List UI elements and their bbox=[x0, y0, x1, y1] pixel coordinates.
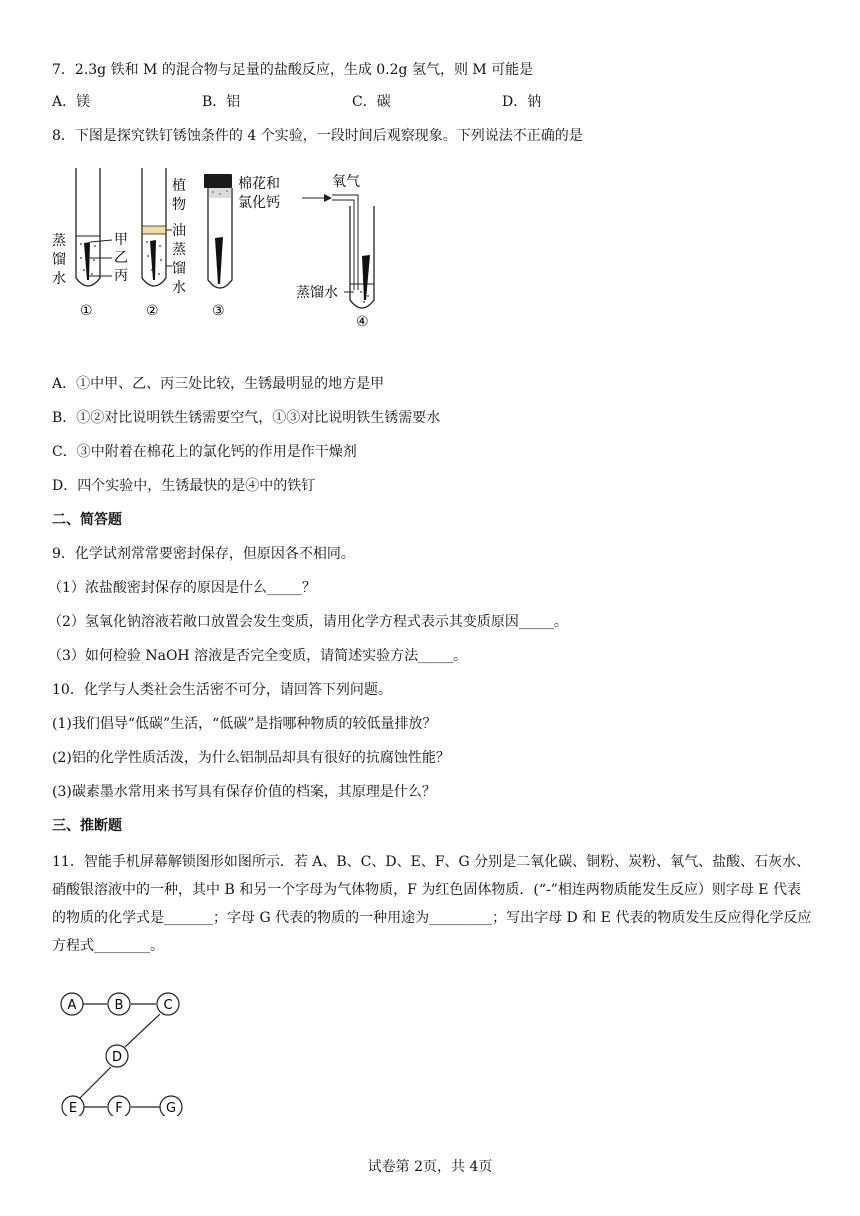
mark-bing: 丙 bbox=[114, 268, 128, 284]
node-f: F bbox=[115, 1101, 123, 1116]
iron-nail-1 bbox=[84, 242, 90, 280]
tube4-water-label: 蒸馏水 bbox=[296, 285, 338, 301]
tube2-label-3: 油 bbox=[172, 223, 186, 239]
q8-option-d: D．四个实验中，生锈最快的是④中的铁钉 bbox=[52, 478, 316, 494]
page-footer: 试卷第 2页，共 4页 bbox=[367, 1159, 493, 1175]
tube2-label-2: 物 bbox=[172, 197, 186, 213]
tube2-label-6: 水 bbox=[172, 280, 186, 296]
tube2-number: ② bbox=[146, 303, 159, 319]
q11-text: 11．智能手机屏幕解锁图形如图所示．若 A、B、C、D、E、F、G 分别是二氧化碳、铜粉、炭粉、氧气、盐酸、石灰水、硝酸银溶液中的一种，其中 B 和另一个字母为气体物质，F 为红色固体物质．(“-”相连两物质能发生反应）则字母 E 代表的物质的化学式是_______；字母 G 代表的物质的一种用途为_________；写出字母 D 和 E 代表的物质发生反应得化学反应方程式________。 bbox=[52, 854, 812, 954]
node-g: G bbox=[165, 1101, 177, 1116]
tube1-label-3: 水 bbox=[52, 271, 66, 287]
node-c: C bbox=[163, 998, 173, 1013]
q8-option-a: A．①中甲、乙、丙三处比较，生锈最明显的地方是甲 bbox=[52, 376, 385, 392]
test-tube-3 bbox=[204, 174, 280, 319]
tube3-label-2: 氯化钙 bbox=[238, 195, 280, 211]
oxygen-label: 氧气 bbox=[332, 174, 360, 190]
mark-jia: 甲 bbox=[114, 232, 128, 248]
section-2-heading: 二、简答题 bbox=[52, 512, 122, 528]
tube1-label-1: 蒸 bbox=[52, 233, 66, 249]
section-3-heading: 三、推断题 bbox=[52, 818, 122, 834]
q9-part-3: （3）如何检验 NaOH 溶液是否完全变质，请简述实验方法_____。 bbox=[48, 648, 468, 664]
q9-part-1: （1）浓盐酸密封保存的原因是什么_____？ bbox=[48, 580, 316, 596]
q10-stem: 10．化学与人类社会生活密不可分，请回答下列问题。 bbox=[52, 682, 392, 698]
test-tube-4 bbox=[296, 174, 374, 330]
rust-experiment-figure bbox=[48, 160, 388, 330]
q8-option-b: B．①②对比说明铁生锈需要空气，①③对比说明铁生锈需要水 bbox=[52, 410, 441, 426]
q9-part-2: （2）氢氧化钠溶液若敞口放置会发生变质，请用化学方程式表示其变质原因_____。 bbox=[48, 614, 568, 630]
tube2-label-1: 植 bbox=[172, 178, 186, 194]
test-tube-1 bbox=[52, 168, 128, 319]
tube4-number: ④ bbox=[356, 314, 369, 330]
q7-option-d: D．钠 bbox=[502, 94, 542, 110]
test-tube-2 bbox=[142, 168, 186, 319]
q10-part-1: (1)我们倡导“低碳”生活，“低碳”是指哪种物质的较低量排放？ bbox=[52, 716, 437, 732]
tube1-number: ① bbox=[80, 303, 93, 319]
tube1-label-2: 馏 bbox=[52, 252, 66, 268]
unlock-pattern-figure bbox=[54, 986, 194, 1116]
q10-part-3: (3)碳素墨水常用来书写具有保存价值的档案，其原理是什么？ bbox=[52, 784, 436, 800]
tube2-label-4: 蒸 bbox=[172, 242, 186, 258]
q7-option-a: A．镁 bbox=[52, 94, 91, 110]
q8-option-c: C．③中附着在棉花上的氯化钙的作用是作干燥剂 bbox=[52, 444, 357, 460]
stopper bbox=[204, 174, 232, 188]
mark-yi: 乙 bbox=[114, 250, 128, 266]
tube3-number: ③ bbox=[212, 303, 225, 319]
q10-part-2: (2)铝的化学性质活泼，为什么铝制品却具有很好的抗腐蚀性能？ bbox=[52, 750, 450, 766]
vegetable-oil-layer bbox=[143, 226, 166, 234]
q7-option-b: B．铝 bbox=[202, 94, 241, 110]
q7-stem: 7．2.3g 铁和 M 的混合物与足量的盐酸反应，生成 0.2g 氢气，则 M 可能是 bbox=[52, 62, 534, 78]
node-e: E bbox=[68, 1101, 78, 1116]
node-a: A bbox=[67, 998, 77, 1013]
q9-stem: 9．化学试剂常常要密封保存，但原因各不相同。 bbox=[52, 546, 355, 562]
iron-nail-4 bbox=[362, 255, 370, 300]
q8-stem: 8．下图是探究铁钉锈蚀条件的 4 个实验，一段时间后观察现象。下列说法不正确的是 bbox=[52, 128, 583, 144]
iron-nail-3 bbox=[215, 237, 223, 284]
node-d: D bbox=[111, 1050, 123, 1065]
tube2-label-5: 馏 bbox=[172, 261, 186, 277]
tube3-label-1: 棉花和 bbox=[238, 176, 280, 192]
iron-nail-2 bbox=[150, 240, 156, 280]
q7-option-c: C．碳 bbox=[352, 94, 391, 110]
node-b: B bbox=[114, 998, 124, 1013]
